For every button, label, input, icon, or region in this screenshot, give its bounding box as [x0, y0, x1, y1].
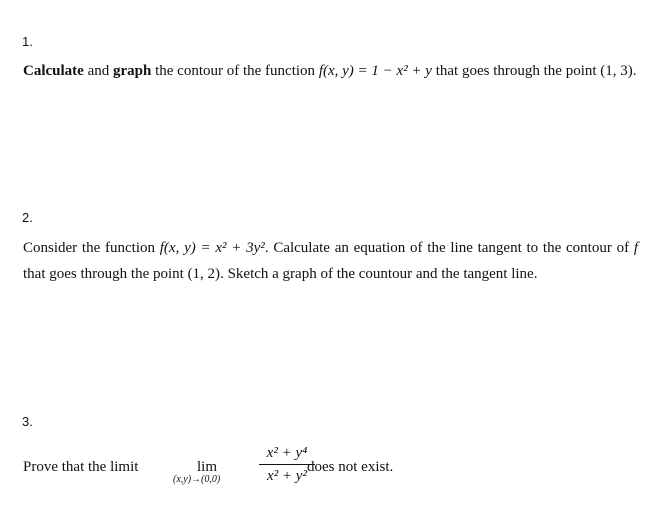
fraction-denominator: x² + y²: [267, 468, 307, 484]
problem-2-text-d: . Sketch a graph of the countour and the tangent line.: [220, 266, 538, 282]
problem-2-f-symbol: f: [633, 240, 639, 256]
problem-1-text-a: the contour of the function: [151, 63, 319, 79]
lim-operator: lim: [197, 459, 218, 475]
problem-1-point: (1, 3): [600, 63, 633, 79]
problem-1-bold-calculate: Calculate: [23, 63, 84, 79]
problem-3-suffix: does not exist.: [307, 459, 394, 475]
problem-2-point: (1, 2): [187, 266, 221, 282]
problem-3-number: 3.: [22, 414, 33, 429]
lim-subscript: (x,y)→(0,0): [173, 474, 221, 485]
problem-1-text: [23, 58, 638, 84]
problem-1-number: 1.: [22, 34, 33, 49]
problem-2-text-a: Consider the function: [23, 240, 160, 256]
problem-1-function: f(x, y) = 1 − x² + y: [318, 63, 432, 79]
problem-2-text: [23, 235, 638, 287]
limit-expression: [173, 440, 323, 492]
problem-1-text-c: .: [632, 63, 637, 79]
problem-2-text-b: . Calculate an equation of the line tangent to the contour of: [264, 240, 634, 256]
problem-2-number: 2.: [22, 210, 33, 225]
problem-1-bold-graph: graph: [113, 63, 152, 79]
problem-2-text-c: that goes through the point: [23, 266, 188, 282]
problem-2-function: f(x, y) = x² + 3y²: [159, 240, 265, 256]
problem-3-prefix: Prove that the limit: [23, 459, 139, 475]
problem-1-and: and: [83, 63, 113, 79]
fraction-numerator: x² + y⁴: [266, 445, 308, 461]
problem-1-text-b: that goes through the point: [431, 63, 601, 79]
